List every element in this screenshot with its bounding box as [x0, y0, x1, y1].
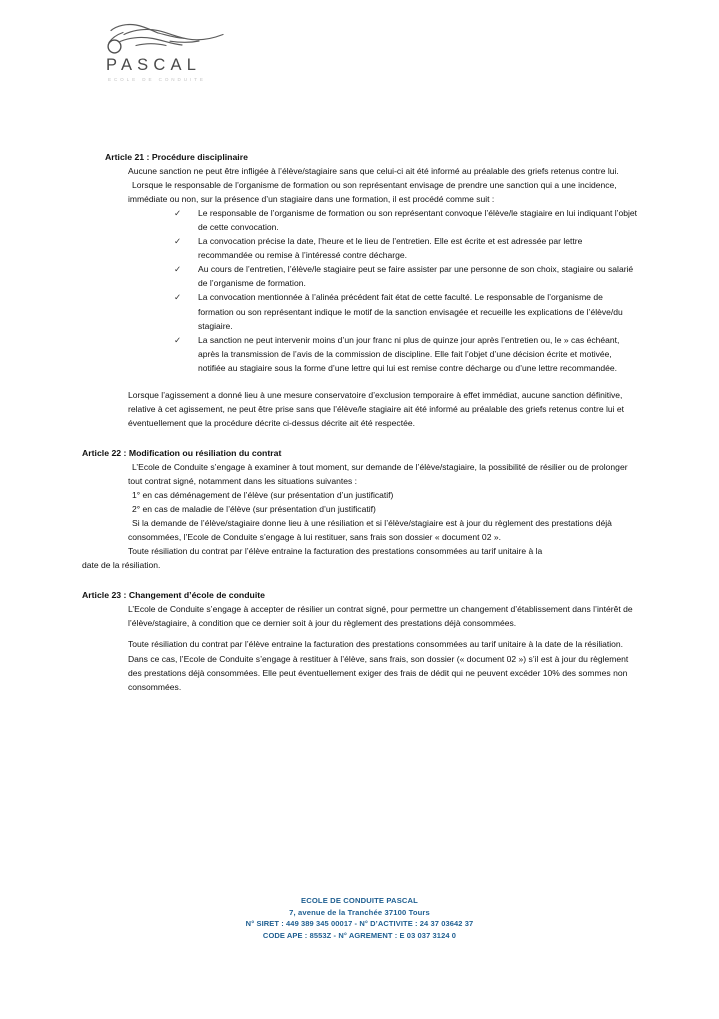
list-item-text: Au cours de l’entretien, l’élève/le stagiaire peut se faire assister par une personne de son choix, stagiaire ou salarié de l’organisme de formation. — [198, 264, 634, 289]
article-22-heading: Article 22 : Modification ou résiliation du contrat — [82, 447, 282, 458]
article-21-intro-2: Lorsque le responsable de l’organisme de formation ou son représentant envisage de prendre une sanction qui a une incidence, immédiate ou non, sur la présence d’un stagiaire dans une formation, il est procédé comme suit : — [128, 180, 617, 205]
article-23-para-1: L’Ecole de Conduite s’engage à accepter de résilier un contrat signé, pour permettre un changement d’établissement dans l’intérêt de l’élève/stagiaire, à condition que ce dernier soit à jour du règlement des prestations déjà consommées. — [128, 604, 633, 629]
footer-siret-line: N° SIRET : 449 389 345 00017 - N° D’ACTIVITE : 24 37 03642 37 — [245, 919, 474, 929]
company-logo — [100, 22, 235, 82]
footer-address: 7, avenue de la Tranchée 37100 Tours — [289, 907, 430, 917]
article-21-heading: Article 21 : Procédure disciplinaire — [105, 152, 248, 162]
spacer — [82, 630, 639, 637]
wheel-icon — [108, 40, 121, 53]
list-item-text: La convocation mentionnée à l’alinéa précédent fait état de cette faculté. Le responsable de l’organisme de formation ou son représentant indique le motif de la sanction envisagée et recueille les explications de l’élève/du stagiaire. — [198, 292, 623, 331]
spacer — [82, 375, 639, 388]
check-icon: ✓ — [174, 208, 182, 219]
footer-company-name: ECOLE DE CONDUITE PASCAL — [301, 896, 418, 905]
article-22-case-2: 2° en cas de maladie de l’élève (sur présentation d’un justificatif) — [132, 504, 376, 515]
check-icon: ✓ — [174, 236, 182, 247]
page-footer — [0, 895, 719, 941]
check-icon: ✓ — [174, 334, 182, 345]
list-item — [174, 290, 639, 332]
logo-wordmark: PASCAL — [106, 56, 202, 74]
article-22-para-3a: Toute résiliation du contrat par l’élève entraine la facturation des prestations consommées au tarif unitaire à la — [128, 546, 543, 557]
list-item — [174, 234, 639, 262]
article-23-para-2: Toute résiliation du contrat par l’élève entraine la facturation des prestations consommées au tarif unitaire à la date de la résiliation. Dans ce cas, l’Ecole de Conduite s’engage à restituer à l’élève, sans frais, son dossier (« document 02 ») s’il est à jour du règlement des prestations déjà consommées. Elle peut éventuellement exiger des frais de dédit qui ne peuvent excéder 10% des sommes non consommées. — [128, 639, 629, 692]
article-22-para-2: Si la demande de l’élève/stagiaire donne lieu à une résiliation et si l’élève/stagiaire est à jour du règlement des prestations déjà consommées, l’Ecole de Conduite s’engage à lui restituer, sans frais son dossier « document 02 ». — [128, 518, 612, 543]
spacer — [82, 430, 639, 446]
logo-subtitle: ECOLE DE CONDUITE — [108, 76, 206, 82]
article-22-para-3b: date de la résiliation. — [82, 560, 161, 571]
list-item-text: La convocation précise la date, l’heure et le lieu de l’entretien. Elle est écrite et est adressée par lettre recommandée ou remise à l’intéressé contre décharge. — [198, 236, 583, 261]
article-22-intro-1: L’Ecole de Conduite s’engage à examiner à tout moment, sur demande de l’élève/stagiaire, la possibilité de résilier ou de prolonger tout contrat signé, notamment dans les situations suivantes : — [128, 461, 628, 486]
list-item — [174, 333, 639, 375]
list-item-text: Le responsable de l’organisme de formation ou son représentant convoque l’élève/le stagiaire en lui indiquant l’objet de cette convocation. — [198, 208, 638, 233]
list-item-text: La sanction ne peut intervenir moins d’un jour franc ni plus de quinze jour après l’entretien ou, le » cas échéant, après la transmission de l’avis de la commission de discipline. Elle fait l’objet d’une décision écrite et motivée, notifiée au stagiaire sous la forme d’une lettre qui lui est remise contre décharge ou d’une lettre recommandée. — [198, 334, 620, 373]
article-22-case-1: 1° en cas déménagement de l’élève (sur présentation d’un justificatif) — [132, 490, 394, 501]
check-icon: ✓ — [174, 264, 182, 275]
sports-car-outline-icon — [100, 22, 228, 56]
article-21-closing: Lorsque l’agissement a donné lieu à une mesure conservatoire d’exclusion temporaire à effet immédiat, aucune sanction définitive, relative à cet agissement, ne peut être prise sans que l’élève/le stagiaire ait été informé au préalable des griefs retenus contre lui et éventuellement que la procédure décrite ci-dessus décrite ait été respectée. — [128, 389, 624, 428]
spacer — [82, 572, 639, 588]
footer-ape-line: CODE APE : 8553Z - N° AGREMENT : E 03 037 3124 0 — [262, 930, 457, 940]
list-item — [174, 206, 639, 234]
list-item — [174, 262, 639, 290]
article-23-heading: Article 23 : Changement d’école de conduite — [82, 590, 265, 601]
check-icon: ✓ — [174, 292, 182, 303]
article-21-bullet-list — [82, 206, 639, 375]
document-content — [82, 150, 639, 694]
article-21-intro-1: Aucune sanction ne peut être infligée à l’élève/stagiaire sans que celui-ci ait été informé au préalable des griefs retenus contre lui. — [128, 166, 619, 177]
